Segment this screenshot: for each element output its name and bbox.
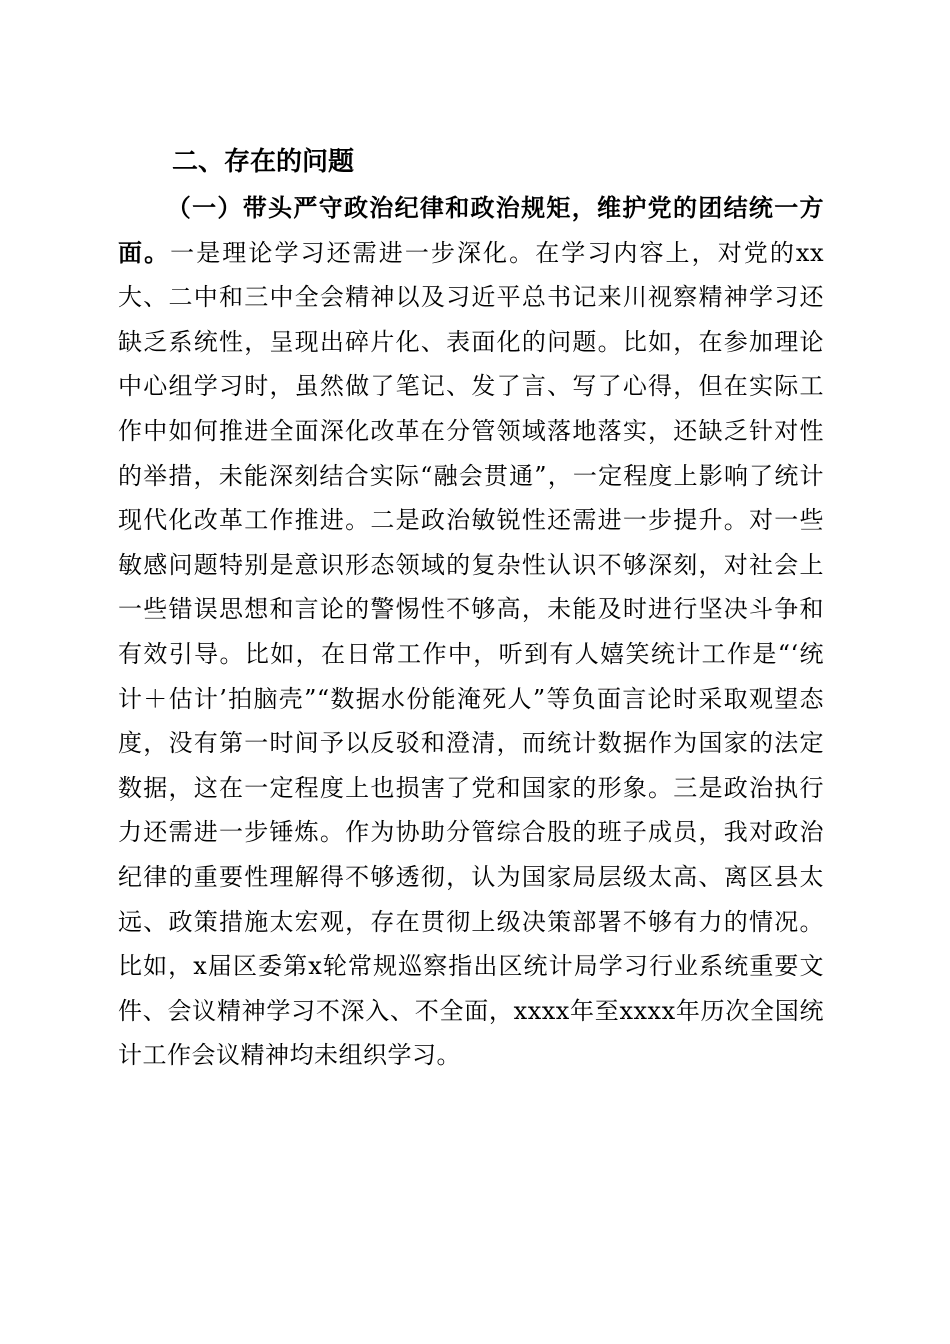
body-paragraph xyxy=(118,186,824,1078)
section-heading: 二、存在的问题 xyxy=(172,147,355,177)
paragraph-body: 一是理论学习还需进一步深化。在学习内容上，对党的xx大、二中和三中全会精神以及习近平总书记来川视察精神学习还缺乏系统性，呈现出碎片化、表面化的问题。比如，在参加理论中心组学习时，虽然做了笔记、发了言、写了心得，但在实际工作中如何推进全面深化改革在分管领域落地落实，还缺乏针对性的举措，未能深刻结合实际“融会贯通”，一定程度上影响了统计现代化改革工作推进。二是政治敏锐性还需进一步提升。对一些敏感问题特别是意识形态领域的复杂性认识不够深刻，对社会上一些错误思想和言论的警惕性不够高，未能及时进行坚决斗争和有效引导。比如，在日常工作中，听到有人嬉笑统计工作是“‘统计＋估计’拍脑壳”“数据水份能淹死人”等负面言论时采取观望态度，没有第一时间予以反驳和澄清，而统计数据作为国家的法定数据，这在一定程度上也损害了党和国家的形象。三是政治执行力还需进一步锤炼。作为协助分管综合股的班子成员，我对政治纪律的重要性理解得不够透彻，认为国家局层级太高、离区县太远、政策措施太宏观，存在贯彻上级决策部署不够有力的情况。比如，x届区委第x轮常规巡察指出区统计局学习行业系统重要文件、会议精神学习不深入、不全面，xxxx年至xxxx年历次全国统计工作会议精神均未组织学习。 xyxy=(118,238,824,1070)
paragraph-lead: （一）带头严守政治纪律和政治规矩，维护党的团结统一方面。 xyxy=(118,194,824,267)
